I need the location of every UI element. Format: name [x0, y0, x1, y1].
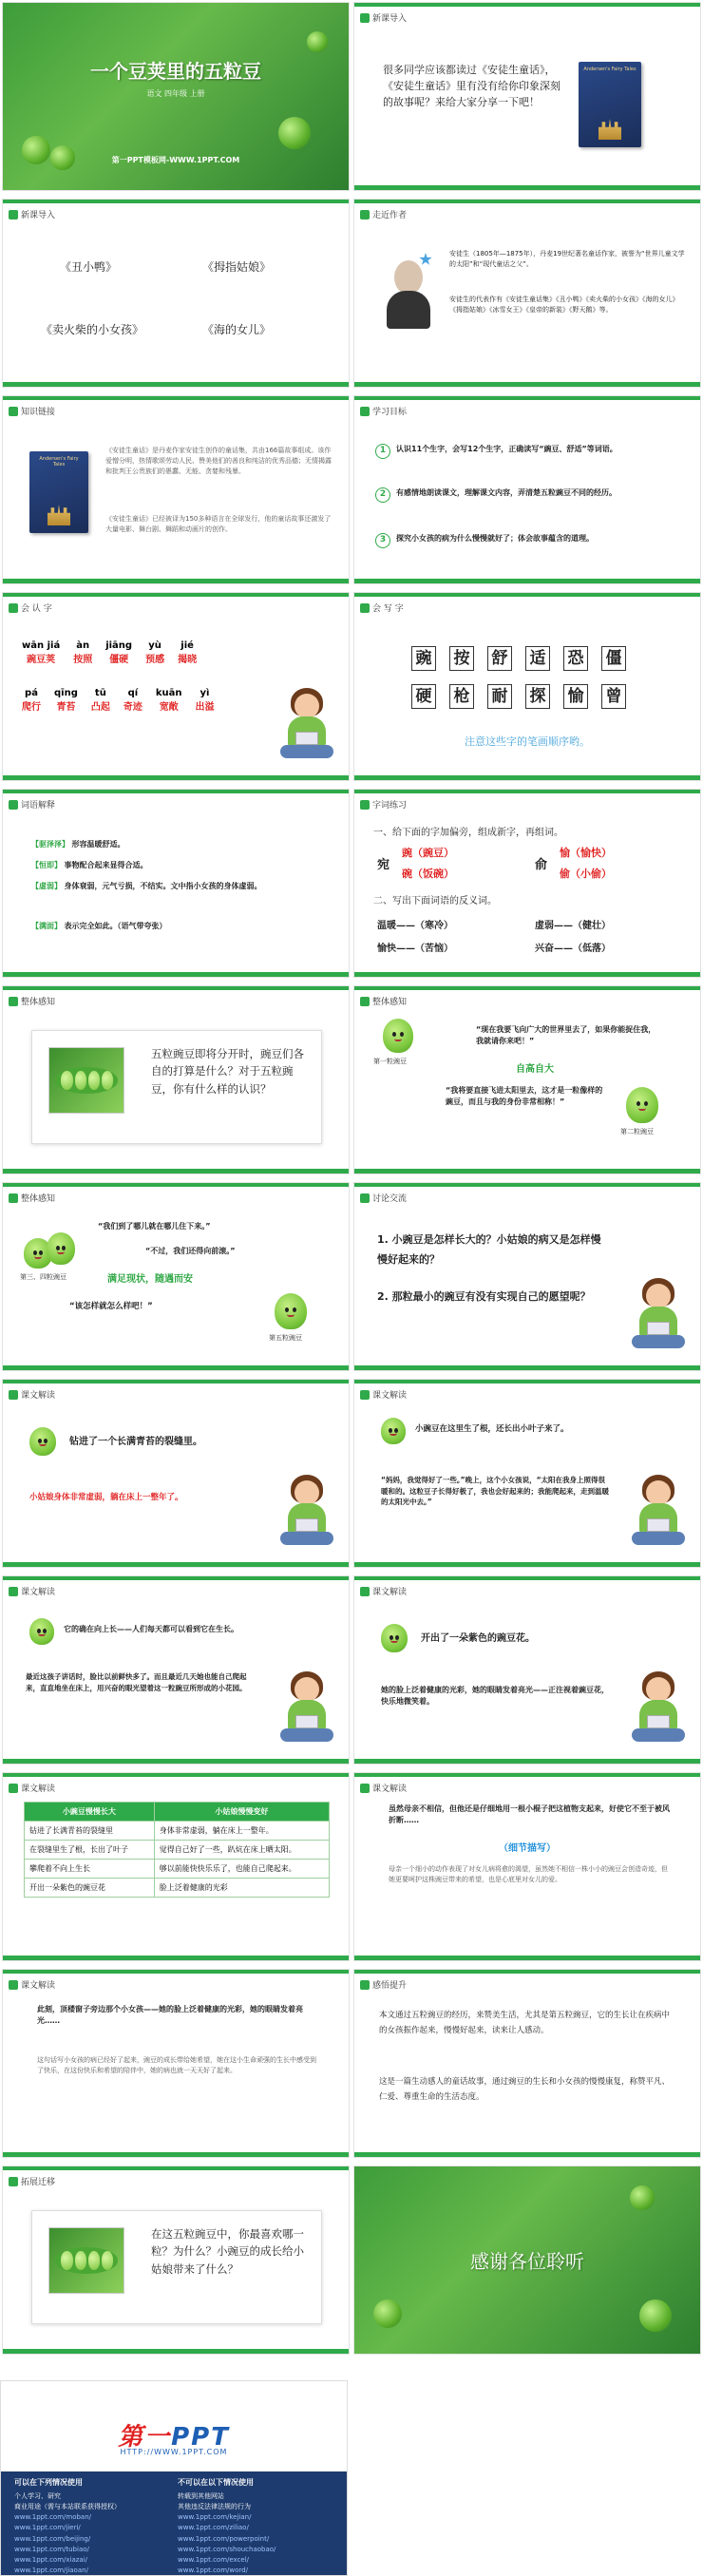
- writing-char-box: 硬: [411, 684, 436, 709]
- author-portrait: [381, 253, 436, 329]
- writing-char-box: 曾: [601, 684, 626, 709]
- slide-tag: 字词练习: [372, 801, 408, 811]
- pea-label-2: 第二粒豌豆: [620, 1128, 654, 1135]
- knowledge-p2: 《安徒生童话》已经被译为150多种语言在全球发行，他的童话故事还激发了大量电影、舞台剧、舞蹈和动画片的创作。: [105, 515, 332, 533]
- write-row-2: [411, 684, 639, 713]
- ad-page: [0, 2380, 348, 2576]
- slide-intro-1: [353, 2, 701, 191]
- table-cell: 脸上泛着健康的光彩: [154, 1879, 329, 1898]
- goal-2: 2 有感情地朗读课文，理解课文内容，弄清楚五粒豌豆不同的经历。: [375, 487, 679, 503]
- pea-label-1: 第一粒豌豆: [373, 1058, 407, 1065]
- slide-text-6: [353, 1772, 701, 1961]
- detail-label: （细节描写）: [499, 1843, 556, 1854]
- slide-tag: 新课导入: [372, 14, 408, 24]
- slide-word-explain: [2, 789, 350, 978]
- tag-icon: [9, 1980, 18, 1990]
- text-line-2: 她的脸上泛着健康的光彩，她的眼睛发着亮光——正注视着豌豆花，快乐地微笑着。: [381, 1686, 609, 1707]
- link[interactable]: www.1ppt.com/excel/: [178, 2555, 250, 2564]
- table-cell: 攀爬着不向上生长: [25, 1860, 155, 1879]
- pinyin-word: [91, 688, 110, 713]
- chinese-word: 僵硬: [109, 655, 129, 665]
- slide-word-practice: [353, 789, 701, 978]
- tag-icon: [9, 1390, 18, 1400]
- table-cell: 觉得自己好了一些，趴炕在床上晒太阳。: [154, 1841, 329, 1860]
- goal-1: 1 认识11个生字，会写12个生字，正确读写“豌豆、舒适”等词语。: [375, 444, 679, 459]
- slide-tag: 会 写 字: [372, 604, 404, 614]
- overall-question: 五粒豌豆即将分开时，豌豆们各自的打算是什么？对于五粒豌豆，你有什么样的认识？: [151, 1047, 304, 1096]
- link[interactable]: www.1ppt.com/jiaoan/: [14, 2566, 88, 2575]
- tag-icon: [360, 210, 370, 219]
- text-line-1: 小豌豆在这里生了根，还长出小叶子来了。: [415, 1424, 569, 1434]
- writing-char-box: 僵: [601, 646, 626, 671]
- slide-tag: 拓展迁移: [21, 2178, 56, 2187]
- slide-tag: 课文解读: [21, 1391, 56, 1401]
- girl-reading-illustration: [278, 1671, 335, 1747]
- answer-1a: 豌（豌豆）: [402, 847, 454, 859]
- table-row: [25, 1822, 330, 1841]
- story-3: 《卖火柴的小女孩》: [41, 323, 144, 336]
- word-item: [31, 839, 316, 850]
- link[interactable]: www.1ppt.com/ziliao/: [178, 2524, 249, 2532]
- writing-char-box: 耐: [487, 684, 512, 709]
- slide-extension: [2, 2166, 350, 2355]
- pea-character-icon: [383, 1019, 413, 1053]
- slide-goals: [353, 395, 701, 584]
- chinese-word: 出溢: [195, 702, 215, 713]
- pea-quote-5: “该怎样就怎么样吧！”: [69, 1302, 153, 1311]
- summary-p1: 本文通过五粒豌豆的经历，来赞美生活，尤其是第五粒豌豆，它的生长让在疾病中的女孩振作起来，慢慢好起来，读来让人感动。: [379, 2011, 671, 2036]
- text-line-1: 此刻，顶楼窗子旁边那个小女孩——她的脸上泛着健康的光彩，她的眼睛发着亮光……: [37, 2005, 303, 2026]
- book-cover: [29, 451, 88, 533]
- knowledge-p1: 《安徒生童话》是丹麦作家安徒生创作的童话集，共由166篇故事组成。该作爱憎分明，热情歌颂劳动人民、赞美他们的善良和纯洁的优秀品德；无情揭露和批判王公贵族们的愚蠢、无能、贪婪和残暴。: [105, 447, 332, 475]
- link[interactable]: www.1ppt.com/xiazai/: [14, 2555, 88, 2564]
- antonym-2: 虚弱——（健壮）: [535, 921, 611, 931]
- logo-part-1: 第一: [118, 2423, 172, 2452]
- slide-tag: 课文解读: [21, 1588, 56, 1597]
- word-item: [31, 921, 316, 932]
- slide-tag: 课文解读: [372, 1588, 408, 1597]
- usage-item: 转载到其他网站: [178, 2491, 224, 2500]
- summary-p2: 这是一篇生动感人的童话故事，通过豌豆的生长和小女孩的慢慢康复，称赞平凡、仁爱、尊重生命的生活态度。: [379, 2077, 671, 2103]
- word-def: 事物配合起来显得合适。: [64, 861, 148, 869]
- tag-icon: [360, 13, 370, 23]
- pea-character-icon: [29, 1427, 56, 1456]
- slide-cover: [2, 2, 350, 191]
- pea-quote-3: “我们到了哪儿就在哪儿住下来。”: [98, 1222, 211, 1231]
- practice-q2: 二、写出下面词语的反义词。: [373, 896, 497, 906]
- answer-1c: 愉（愉快）: [560, 847, 612, 859]
- pinyin: àn: [76, 640, 90, 651]
- pea-quote-2: “我将要直接飞进太阳里去，这才是一粒像样的豌豆，而且与我的身份非常相称！”: [446, 1086, 603, 1107]
- pinyin: yì: [200, 688, 210, 698]
- table-header: [25, 1803, 330, 1822]
- text-line-2: “妈妈，我觉得好了一些。”晚上，这个小女孩说，“太阳在我身上照得很暖和的。这粒豆子长得好极了，我也会好起来的；我能爬起来，走到温暖的太阳光中去。”: [381, 1476, 609, 1507]
- root-char-2: 俞: [535, 858, 548, 872]
- pea-illustration: [630, 2185, 655, 2210]
- usage-item: 其他违反法律法规的行为: [178, 2502, 251, 2510]
- pinyin-word: [145, 640, 164, 665]
- book-title: Andersen's Fairy Tales: [583, 67, 636, 72]
- trait-label: 自高自大: [516, 1064, 554, 1075]
- writing-char-box: 探: [525, 684, 550, 709]
- slide-overall-1: [2, 985, 350, 1174]
- slide-tag: 会 认 字: [21, 604, 52, 614]
- slide-text-5: [2, 1772, 350, 1961]
- text-line-2: [29, 1492, 183, 1504]
- text-line-1: 开出了一朵紫色的豌豆花。: [421, 1633, 535, 1644]
- slide-tag: 讨论交流: [372, 1194, 408, 1204]
- pinyin-word: [196, 688, 215, 713]
- pinyin: yù: [148, 640, 162, 651]
- slide-tag: 新课导入: [21, 211, 56, 220]
- char-row-2: [22, 688, 215, 713]
- table-cell: 钻进了长满青苔的裂缝里: [25, 1822, 155, 1841]
- antonym-4: 兴奋——（低落）: [535, 944, 611, 954]
- tag-icon: [9, 800, 18, 810]
- logo-part-2: PPT: [171, 2423, 230, 2452]
- tag-icon: [9, 2177, 18, 2186]
- chinese-word: 奇迹: [123, 702, 142, 713]
- usage-item: 商业用途（需与本站联系获得授权）: [14, 2502, 121, 2510]
- slide-tag: 课文解读: [21, 1981, 56, 1991]
- chinese-word: 豌豆荚: [27, 655, 56, 665]
- write-row-1: [411, 646, 639, 675]
- author-p1: 安徒生（1805年—1875年），丹麦19世纪著名童话作家，被誉为“世界儿童文学的太阳”和“现代童话之父”。: [449, 250, 685, 268]
- girl-reading-illustration: [630, 1278, 687, 1354]
- table-row: [25, 1879, 330, 1898]
- usage-item: 个人学习、研究: [14, 2491, 61, 2500]
- tag-icon: [9, 407, 18, 416]
- link[interactable]: www.1ppt.com/word/: [178, 2566, 248, 2575]
- tag-icon: [9, 603, 18, 613]
- slide-tag: 学习目标: [372, 408, 408, 417]
- writing-char-box: 恐: [563, 646, 588, 671]
- slide-text-3: [2, 1575, 350, 1765]
- pea-illustration: [639, 2299, 672, 2332]
- text-line-1: 虽然母亲不相信，但他还是仔细地用一根小棍子把这植物支起来，好使它不至于被风折断……: [389, 1804, 670, 1825]
- chinese-word: 凸起: [90, 702, 110, 713]
- stroke-order-note: 注意这些字的笔画顺序哟。: [465, 735, 590, 748]
- cover-title: 一个豆荚里的五粒豆: [90, 60, 261, 83]
- slide-tag: 走近作者: [372, 211, 408, 220]
- slide-write-chars: [353, 592, 701, 781]
- table-header-cell: 小豌豆慢慢长大: [25, 1803, 155, 1822]
- tag-icon: [360, 603, 370, 613]
- slide-overall-2: [353, 985, 701, 1174]
- word-item: [31, 860, 316, 871]
- slide-text-7: [2, 1969, 350, 2158]
- star-icon: [419, 253, 432, 266]
- word-def: 身体衰弱，元气亏损，不结实。文中指小女孩的身体虚弱。: [64, 882, 262, 890]
- slide-overall-3: [2, 1182, 350, 1371]
- slide-summary: [353, 1969, 701, 2158]
- story-4: 《海的女儿》: [202, 323, 272, 336]
- pinyin: qí: [127, 688, 139, 698]
- tag-icon: [9, 1784, 18, 1793]
- antonym-1: 温暖——（寒冷）: [377, 921, 453, 931]
- girl-reading-illustration: [630, 1475, 687, 1551]
- slide-text-4: [353, 1575, 701, 1765]
- text-line-1: 它的确在向上长——人们每天都可以看到它在生长。: [64, 1625, 238, 1633]
- chinese-word: 青苔: [56, 702, 76, 713]
- word-key: 【驱泽泽】: [31, 840, 69, 849]
- goal-text: 认识11个生字，会写12个生字，正确读写“豌豆、舒适”等词语。: [396, 445, 618, 453]
- slide-tag: 整体感知: [21, 998, 56, 1007]
- link[interactable]: www.1ppt.com/beijing/: [14, 2534, 91, 2543]
- pea-character-icon: [29, 1618, 54, 1645]
- tag-icon: [9, 997, 18, 1006]
- slide-tag: 课文解读: [372, 1784, 408, 1794]
- tag-icon: [360, 1784, 370, 1793]
- text-analysis: 这句话写小女孩的病已经好了起来，豌豆的成长带给她希望，她在这小生命顽强的生长中感受到了快乐，在这份快乐和希望的陪伴中，她的病也就一天天好了起来。: [37, 2056, 316, 2074]
- pinyin: kuān: [155, 688, 182, 698]
- pea-label-3: 第三、四粒豌豆: [20, 1273, 66, 1281]
- chinese-word: 按照: [73, 655, 93, 665]
- castle-icon: [48, 505, 70, 525]
- link[interactable]: www.1ppt.com/powerpoint/: [178, 2534, 270, 2543]
- pea-pod-image: [48, 2227, 124, 2294]
- story-1: 《丑小鸭》: [60, 260, 118, 274]
- answer-1b: 碗（饭碗）: [402, 868, 454, 880]
- pea-pod-image: [48, 1047, 124, 1114]
- tag-icon: [360, 997, 370, 1006]
- word-def: 表示完全如此。（语气带夸张）: [64, 922, 167, 930]
- cover-site: 第一PPT模板网-WWW.1PPT.COM: [111, 156, 240, 164]
- table-cell: 身体非常虚弱，躺在床上一整年。: [154, 1822, 329, 1841]
- comparison-table: [24, 1802, 330, 1898]
- usage-allowed: [14, 2477, 121, 2576]
- slide-recognize-chars: [2, 592, 350, 781]
- slide-tag: 感悟提升: [372, 1981, 408, 1991]
- girl-reading-illustration: [278, 688, 335, 764]
- root-char-1: 宛: [377, 858, 390, 872]
- pinyin: jié: [180, 640, 194, 651]
- pinyin: pá: [25, 688, 38, 698]
- slide-intro-2: [2, 199, 350, 388]
- slide-text-1: [2, 1379, 350, 1568]
- pinyin-word: [105, 640, 132, 665]
- tag-icon: [9, 210, 18, 219]
- book-cover: [579, 62, 641, 147]
- word-item: [31, 881, 316, 892]
- pinyin-word: [124, 688, 142, 713]
- table-row: [25, 1860, 330, 1879]
- link[interactable]: www.1ppt.com/tubiao/: [14, 2545, 89, 2553]
- author-p2: 安徒生的代表作有《安徒生童话集》《丑小鸭》《卖火柴的小女孩》《海的女儿》《拇指姑娘》《冰雪女王》《皇帝的新装》《野天鹅》等。: [449, 296, 679, 314]
- goal-text: 有感情地朗读课文，理解课文内容，弄清楚五粒豌豆不同的经历。: [396, 488, 617, 497]
- pinyin-word: [22, 640, 60, 665]
- pea-character-icon: [626, 1087, 658, 1123]
- answer-1d: 偷（小偷）: [560, 868, 612, 880]
- slide-tag: 词语解释: [21, 801, 56, 811]
- chinese-word: 爬行: [22, 702, 41, 713]
- story-2: 《拇指姑娘》: [202, 260, 272, 274]
- text-line-1: 钻进了一个长满青苔的裂缝里。: [69, 1437, 202, 1447]
- usage-forbidden-title: 不可以在以下情况使用: [178, 2478, 254, 2487]
- writing-char-box: 枪: [449, 684, 474, 709]
- girl-reading-illustration: [630, 1671, 687, 1747]
- usage-panel: [1, 2471, 347, 2576]
- slide-text-2: [353, 1379, 701, 1568]
- pea-quote-4: “不过，我们还得向前滚。”: [145, 1247, 236, 1255]
- slide-tag: 课文解读: [372, 1391, 408, 1401]
- pea-character-icon: [381, 1418, 406, 1444]
- goal-3: 3 探究小女孩的病为什么慢慢就好了；体会故事蕴含的道理。: [375, 533, 679, 548]
- slide-tag: 知识链接: [21, 408, 56, 417]
- chinese-word: 宽敞: [159, 702, 179, 713]
- pea-quote-1: “现在我要飞向广大的世界里去了，如果你能捉住我，我就请你来吧！”: [476, 1025, 656, 1046]
- slide-tag: 课文解读: [21, 1784, 56, 1794]
- tag-icon: [360, 1390, 370, 1400]
- pea-character-icon: [381, 1624, 408, 1652]
- pinyin-word: [54, 688, 78, 713]
- chinese-word: 揭晓: [178, 655, 198, 665]
- pinyin-word: [156, 688, 182, 713]
- pinyin-word: [22, 688, 41, 713]
- word-def: 形容温暖舒适。: [71, 840, 125, 849]
- pea-illustration: [307, 31, 328, 52]
- practice-q1: 一、给下面的字加偏旁，组成新字，再组词。: [373, 828, 563, 838]
- tag-icon: [360, 407, 370, 416]
- usage-allowed-title: 可以在下列情况使用: [14, 2478, 83, 2487]
- pea-character-icon: [275, 1293, 307, 1329]
- link[interactable]: www.1ppt.com/shouchaobao/: [178, 2545, 276, 2553]
- intro-text: 很多同学应该都读过《安徒生童话》，《安徒生童话》里有没有给你印象深刻的故事呢？来给大家分享一下吧！: [383, 64, 560, 109]
- pea-illustration: [373, 2299, 402, 2328]
- slide-author: [353, 199, 701, 388]
- link[interactable]: www.1ppt.com/moban/: [14, 2513, 92, 2522]
- antonym-3: 愉快——（苦恼）: [377, 944, 453, 954]
- tag-icon: [360, 800, 370, 810]
- tag-icon: [9, 1193, 18, 1203]
- cover-meta: 语文 四年级 上册: [146, 89, 205, 98]
- slide-tag: 整体感知: [372, 998, 408, 1007]
- tag-icon: [360, 1587, 370, 1596]
- table-row: [25, 1841, 330, 1860]
- tag-icon: [360, 1193, 370, 1203]
- usage-forbidden: [178, 2477, 276, 2576]
- table-cell: 开出一朵紫色的豌豆花: [25, 1879, 155, 1898]
- link[interactable]: www.1ppt.com/jieri/: [14, 2524, 81, 2532]
- pinyin: wān jiá: [22, 640, 61, 651]
- discussion-q2: 2. 那粒最小的豌豆有没有实现自己的愿望呢？: [377, 1290, 591, 1303]
- thanks-title: 感谢各位聆听: [470, 2250, 584, 2273]
- tag-icon: [9, 1587, 18, 1596]
- char-row-1: [22, 640, 197, 665]
- book-title: Andersen's Fairy Tales: [39, 456, 79, 467]
- slide-knowledge: [2, 395, 350, 584]
- pea-character-icon: [47, 1232, 75, 1265]
- word-key: 【满面】: [31, 922, 62, 930]
- girl-reading-illustration: [278, 1475, 335, 1551]
- pinyin-word: [73, 640, 92, 665]
- discussion-q1: 1. 小豌豆是怎样长大的？小姑娘的病又是怎样慢慢好起来的？: [377, 1233, 601, 1266]
- extension-question: 在这五粒豌豆中，你最喜欢哪一粒？为什么？小豌豆的成长给小姑娘带来了什么？: [151, 2227, 304, 2276]
- word-key: 【虚弱】: [31, 882, 62, 890]
- writing-char-box: 愉: [563, 684, 588, 709]
- pinyin-word: [178, 640, 197, 665]
- text-line-2: 最近这孩子讲话时，脸比以前鲜快多了。而且最近几天她也能自己爬起来，直直地坐在床上，用兴奋的眼光望着这一粒豌豆所形成的小花园。: [26, 1672, 247, 1692]
- pea-label-5: 第五粒豌豆: [269, 1334, 302, 1342]
- text-highlight: 小姑娘身体非常虚弱，躺在床上一整年了。: [29, 1493, 183, 1502]
- tag-icon: [360, 1980, 370, 1990]
- pea-illustration: [278, 117, 311, 149]
- table-cell: 在裂缝里生了根，长出了叶子: [25, 1841, 155, 1860]
- slide-thanks: [353, 2166, 701, 2355]
- pinyin: tū: [94, 688, 106, 698]
- pinyin: jiāng: [105, 640, 133, 651]
- text-analysis: 母亲一个细小的动作表现了对女儿病将愈的渴望，虽然她不相信一株小小的豌豆会创造奇迹，但她更要呵护这株豌豆带来的希望，也是心底里对女儿的爱。: [389, 1865, 668, 1883]
- slide-discussion: [353, 1182, 701, 1371]
- trait-label: 满足现状，随遇而安: [107, 1274, 193, 1285]
- writing-char-box: 按: [449, 646, 474, 671]
- link[interactable]: www.1ppt.com/kejian/: [178, 2513, 252, 2522]
- goal-text: 探究小女孩的病为什么慢慢就好了；体会故事蕴含的道理。: [396, 534, 594, 543]
- site-url: HTTP://WWW.1PPT.COM: [120, 2448, 228, 2456]
- table-cell: 够以前能快快乐乐了，也能自己爬起来。: [154, 1860, 329, 1879]
- table-header-cell: 小姑娘慢慢变好: [154, 1803, 329, 1822]
- writing-char-box: 舒: [487, 646, 512, 671]
- chinese-word: 预感: [145, 655, 165, 665]
- slide-tag: 整体感知: [21, 1194, 56, 1204]
- writing-char-box: 豌: [411, 646, 436, 671]
- pinyin: qīng: [54, 688, 78, 698]
- word-key: 【恒即】: [31, 861, 62, 869]
- writing-char-box: 适: [525, 646, 550, 671]
- castle-icon: [598, 119, 621, 140]
